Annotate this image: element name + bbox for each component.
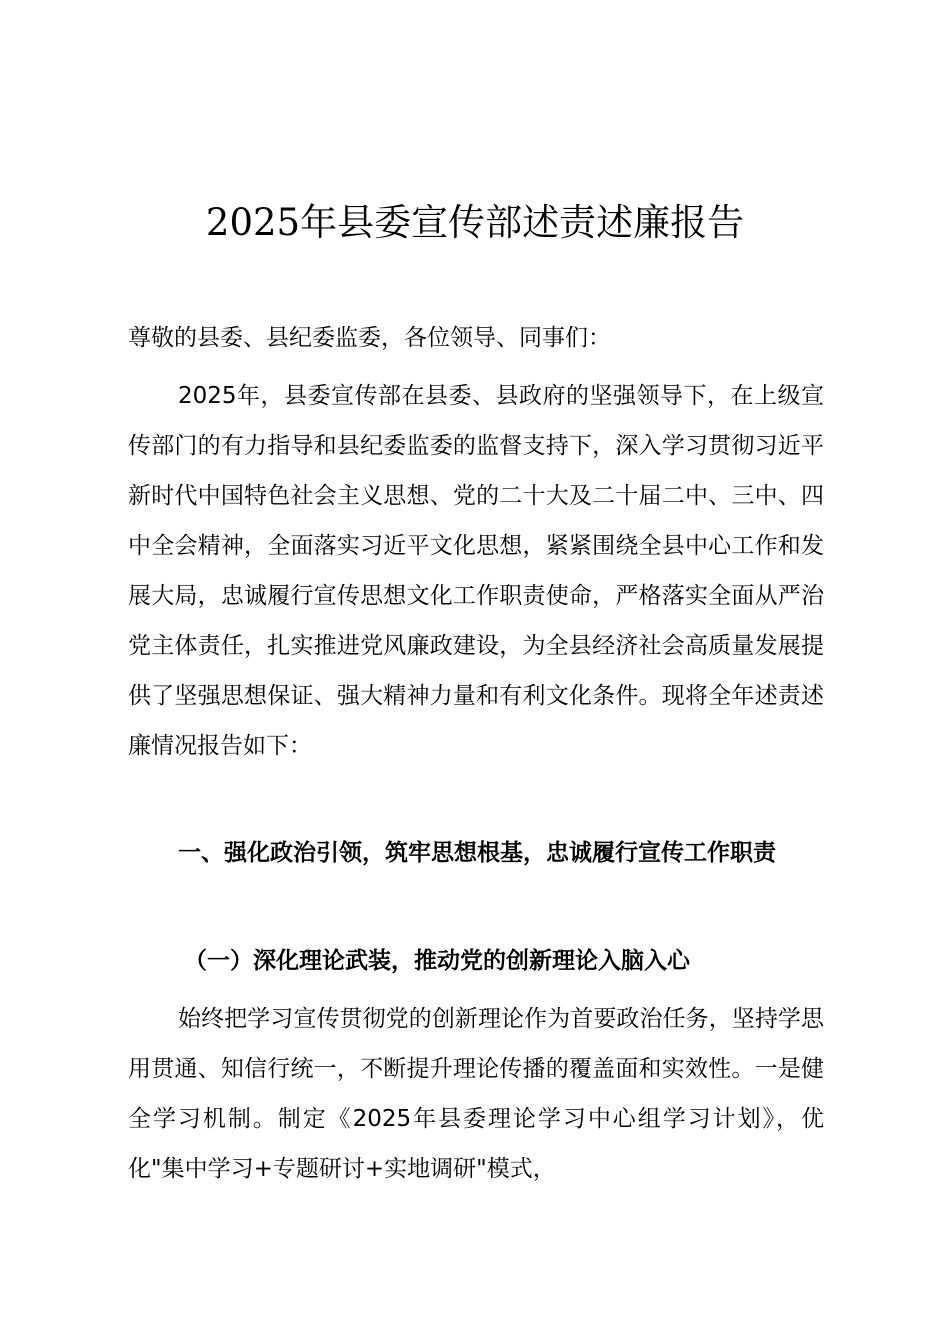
intro-paragraph: 2025年，县委宣传部在县委、县政府的坚强领导下，在上级宣传部门的有力指导和县纪委监委的监督支持下，深入学习贯彻习近平新时代中国特色社会主义思想、党的二十大及二十届二中、三中、四中全会精神，全面落实习近平文化思想，紧紧围绕全县中心工作和发展大局，忠诚履行宣传思想文化工作职责使命，严格落实全面从严治党主体责任，扎实推进党风廉政建设，为全县经济社会高质量发展提供了坚强思想保证、强大精神力量和有利文化条件。现将全年述责述廉情况报告如下： bbox=[128, 383, 824, 759]
salutation: 尊敬的县委、县纪委监委，各位领导、同事们： bbox=[128, 325, 611, 351]
section-heading-1: 一、强化政治引领，筑牢思想根基，忠诚履行宣传工作职责 bbox=[178, 840, 776, 866]
document-title: 2025年县委宣传部述责述廉报告 bbox=[205, 201, 745, 244]
subsection-heading-1: （一）深化理论武装，推动党的创新理论入脑入心 bbox=[184, 948, 690, 974]
subsection-paragraph-1: 始终把学习宣传贯彻党的创新理论作为首要政治任务，坚持学思用贯通、知信行统一，不断提升理论传播的覆盖面和实效性。一是健全学习机制。制定《2025年县委理论学习中心组学习计划》，优化"集中学习+专题研讨+实地调研"模式， bbox=[128, 1006, 824, 1182]
